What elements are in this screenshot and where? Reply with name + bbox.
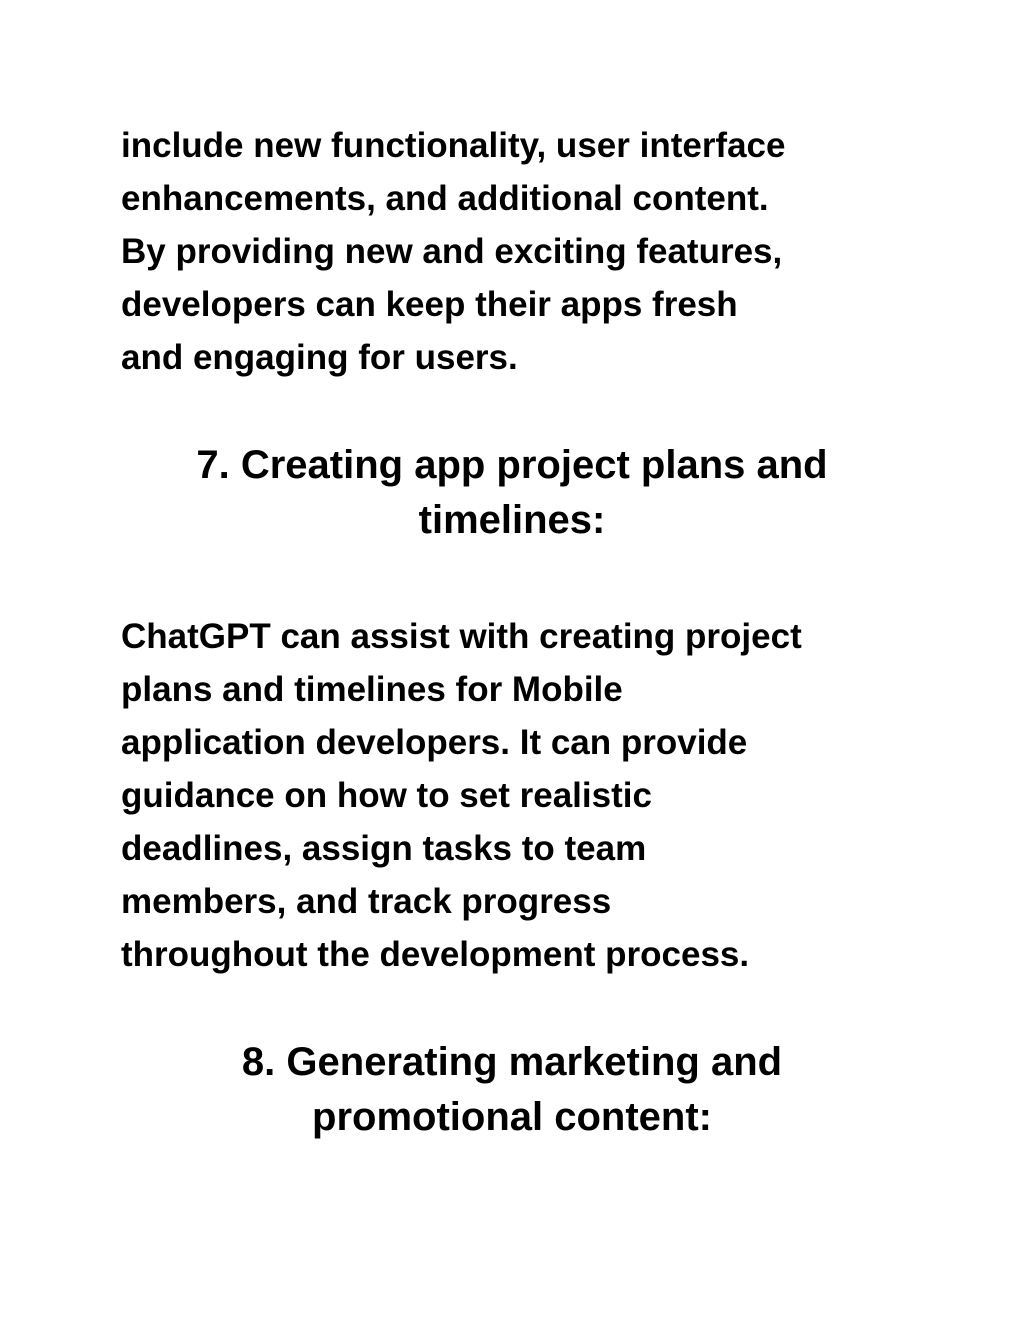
text-line: members, and track progress [121, 882, 612, 921]
section-heading-8 [0, 1035, 1024, 1145]
text-line: plans and timelines for Mobile [121, 670, 623, 709]
text-line: application developers. It can provide [121, 723, 748, 762]
text-line: throughout the development process. [121, 935, 750, 974]
text-line: guidance on how to set realistic [121, 776, 652, 815]
heading-line: 8. Generating marketing and [241, 1040, 783, 1084]
section-heading-7 [0, 438, 1024, 548]
body-paragraph-features [121, 119, 786, 384]
text-line: By providing new and exciting features, [121, 232, 783, 271]
heading-line: promotional content: [312, 1095, 712, 1139]
heading-line: timelines: [418, 498, 606, 542]
body-paragraph-project-plans [121, 610, 802, 981]
text-line: deadlines, assign tasks to team [121, 829, 647, 868]
text-line: and engaging for users. [121, 338, 518, 377]
text-line: include new functionality, user interface [121, 126, 786, 165]
text-line: developers can keep their apps fresh [121, 285, 738, 324]
heading-line: 7. Creating app project plans and [196, 443, 828, 487]
text-line: ChatGPT can assist with creating project [121, 617, 802, 656]
text-line: enhancements, and additional content. [121, 179, 769, 218]
